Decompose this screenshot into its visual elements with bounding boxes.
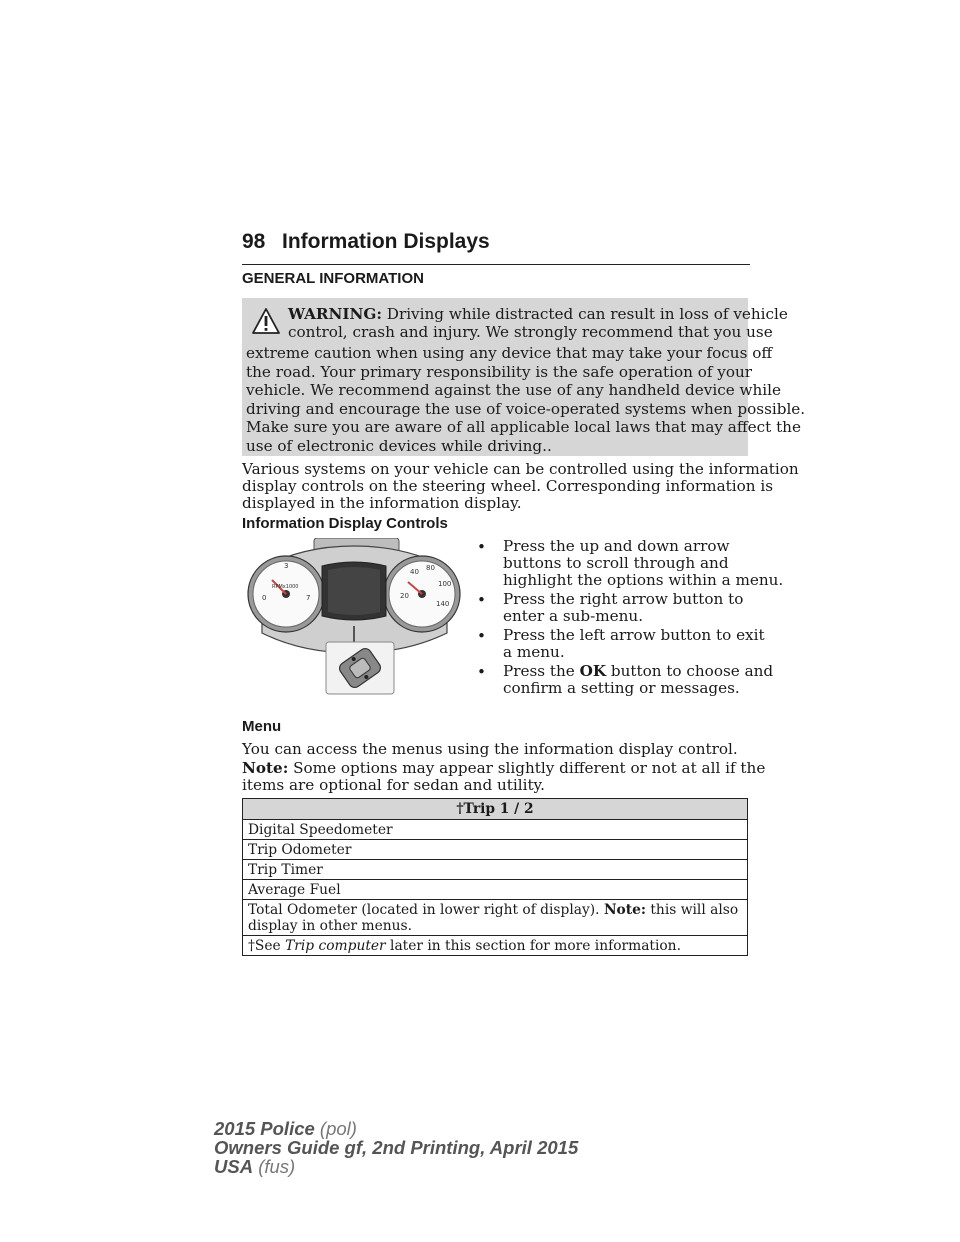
ok-button-label: OK — [579, 662, 607, 680]
bullet-symbol: • — [477, 538, 486, 556]
table-row: Trip Odometer — [243, 839, 747, 859]
footer-code: (pol) — [314, 1118, 357, 1139]
warning-line-7: Make sure you are aware of all applicable local laws that may affect the — [246, 418, 801, 436]
note-text: Some options may appear slightly different or not at all if the — [288, 759, 766, 777]
svg-text:3: 3 — [284, 562, 289, 570]
warning-line-2: control, crash and injury. We strongly recommend that you use — [288, 323, 773, 341]
total-odometer-line-2: display in other menus. — [248, 918, 413, 934]
menu-table — [242, 798, 748, 956]
warning-text: Driving while distracted can result in loss of vehicle — [386, 305, 788, 323]
svg-text:40: 40 — [410, 568, 419, 576]
table-row: Trip Timer — [243, 859, 747, 879]
table-footnote — [243, 935, 747, 955]
footnote-text: †See — [248, 938, 286, 954]
table-row: Digital Speedometer — [243, 819, 747, 839]
menu-note-line-2: items are optional for sedan and utility. — [242, 776, 545, 794]
svg-text:80: 80 — [426, 564, 435, 572]
warning-line-4: the road. Your primary responsibility is the safe operation of your — [246, 362, 753, 381]
controls-heading: Information Display Controls — [242, 515, 448, 532]
bullet-4-line-1 — [503, 663, 773, 680]
bullet-2-line-2: enter a sub-menu. — [503, 607, 644, 625]
page-number: 98 — [242, 230, 266, 253]
instrument-cluster-illustration — [242, 538, 467, 696]
footer-code: (fus) — [253, 1156, 296, 1177]
warning-line-5: vehicle. We recommend against the use of any handheld device while — [246, 381, 782, 399]
footnote-text: later in this section for more information. — [385, 938, 681, 954]
chapter-title: Information Displays — [282, 230, 490, 253]
bullet-3-line-2: a menu. — [503, 643, 565, 661]
table-row — [243, 899, 747, 935]
intro-line-2: display controls on the steering wheel. Corresponding information is — [242, 477, 773, 495]
bullet-symbol: • — [477, 627, 486, 645]
svg-text:7: 7 — [306, 594, 311, 602]
footer-model: 2015 Police — [214, 1118, 315, 1139]
menu-note-line-1 — [242, 760, 765, 777]
warning-line-8: use of electronic devices while driving.. — [246, 436, 552, 455]
svg-text:140: 140 — [436, 600, 450, 608]
total-odometer-text: Total Odometer (located in lower right of display). — [248, 902, 604, 918]
bullet-symbol: • — [477, 663, 486, 681]
footer-market: USA — [214, 1156, 254, 1177]
note-label: Note: — [242, 759, 289, 777]
svg-text:100: 100 — [438, 580, 452, 588]
bullet-1-line-1: Press the up and down arrow — [503, 537, 730, 555]
bullet-4-text: Press the — [503, 662, 580, 680]
footer-line-2: Owners Guide gf, 2nd Printing, April 2015 — [214, 1137, 579, 1158]
section-title: GENERAL INFORMATION — [242, 270, 424, 287]
bullet-2-line-1: Press the right arrow button to — [503, 590, 744, 608]
svg-text:RPMx1000: RPMx1000 — [272, 584, 299, 590]
warning-triangle-icon — [252, 308, 280, 334]
warning-line-3: extreme caution when using any device that may take your focus off — [246, 344, 773, 362]
bullet-4-text: button to choose and — [606, 662, 774, 680]
table-header: †Trip 1 / 2 — [243, 799, 747, 819]
note-label: Note: — [603, 902, 646, 918]
footer-line-3 — [214, 1156, 295, 1178]
bullet-3-line-1: Press the left arrow button to exit — [503, 626, 765, 644]
note-text: this will also — [646, 902, 739, 918]
bullet-1-line-2: buttons to scroll through and — [503, 554, 729, 572]
page-header — [242, 230, 750, 265]
intro-line-3: displayed in the information display. — [242, 494, 522, 512]
bullet-symbol: • — [477, 591, 486, 609]
intro-line-1: Various systems on your vehicle can be controlled using the information — [242, 460, 799, 478]
warning-line-6: driving and encourage the use of voice-operated systems when possible. — [246, 399, 806, 418]
svg-text:0: 0 — [262, 594, 267, 602]
table-row: Average Fuel — [243, 879, 747, 899]
menu-intro: You can access the menus using the information display control. — [242, 740, 738, 758]
bullet-4-line-2: confirm a setting or messages. — [503, 679, 740, 697]
warning-box — [242, 298, 806, 456]
footnote-reference: Trip computer — [285, 938, 386, 954]
menu-heading: Menu — [242, 718, 282, 735]
warning-label: WARNING: — [288, 305, 382, 323]
svg-text:20: 20 — [400, 592, 409, 600]
bullet-1-line-3: highlight the options within a menu. — [503, 571, 784, 589]
